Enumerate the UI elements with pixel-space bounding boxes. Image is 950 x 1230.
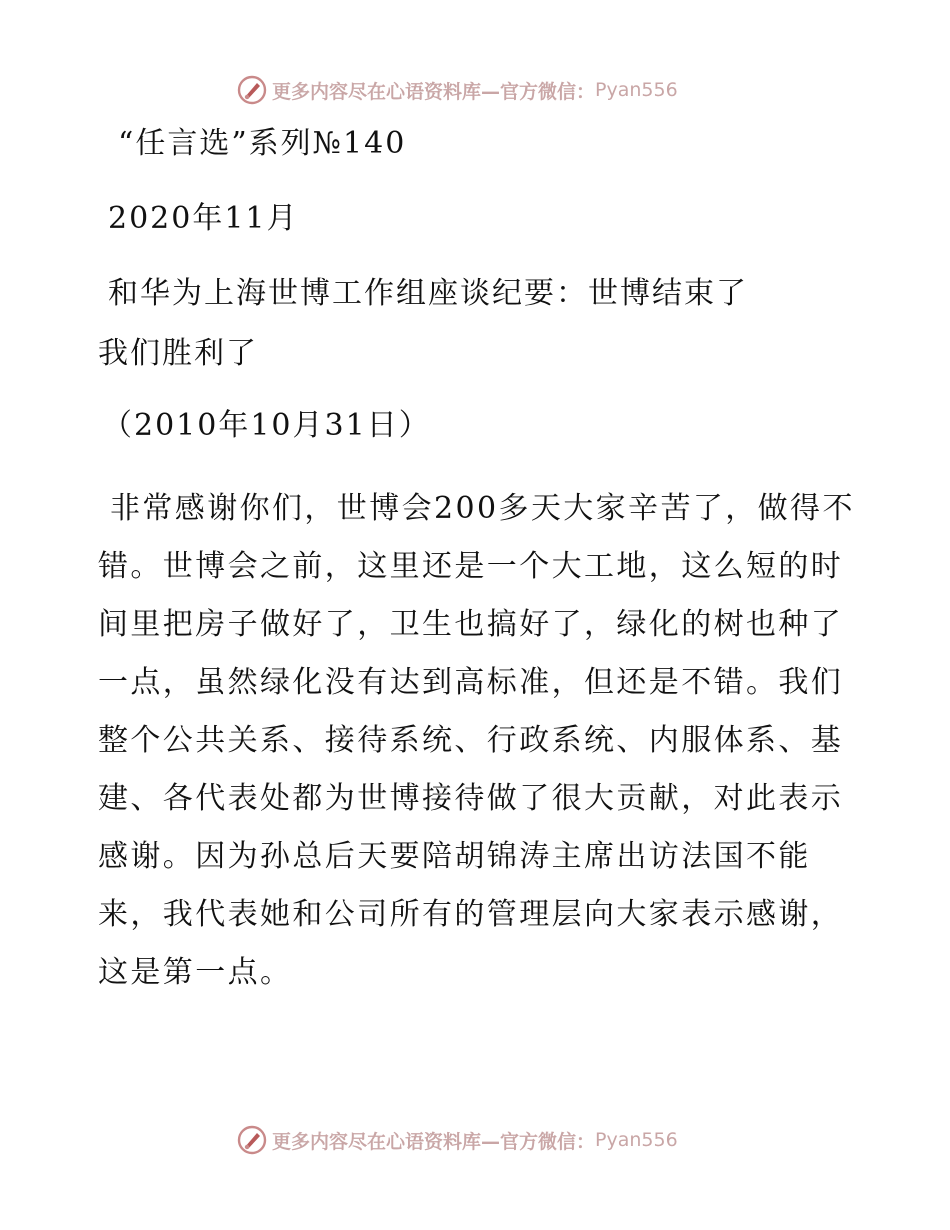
watermark-text: 更多内容尽在心语资料库—官方微信： xyxy=(272,80,596,103)
quill-logo-icon xyxy=(236,1124,268,1156)
header-watermark xyxy=(236,72,716,108)
speech-date: （2010年10月31日） xyxy=(102,408,431,443)
document-title-line-1: 和华为上海世博工作组座谈纪要：世博结束了 xyxy=(108,276,748,311)
watermark-wechat-id: Pyan556 xyxy=(595,1129,678,1151)
body-paragraph: 非常感谢你们，世博会200多天大家辛苦了，做得不错。世博会之前，这里还是一个大工地，这么短的时间里把房子做好了，卫生也搞好了，绿化的树也种了一点，虽然绿化没有达到高标准，但还是不错。我们整个公共关系、接待系统、行政系统、内服体系、基建、各代表处都为世博接待做了很大贡献，对此表示感谢。因为孙总后天要陪胡锦涛主席出访法国不能来，我代表她和公司所有的管理层向大家表示感谢，这是第一点。 xyxy=(98,491,855,990)
watermark-wechat-id: Pyan556 xyxy=(595,79,678,101)
document-title-line-2: 我们胜利了 xyxy=(98,336,258,371)
series-label: “任言选”系列№140 xyxy=(118,126,407,161)
document-date: 2020年11月 xyxy=(108,201,299,236)
watermark-text: 更多内容尽在心语资料库—官方微信： xyxy=(272,1130,596,1153)
quill-logo-icon xyxy=(236,74,268,106)
footer-watermark xyxy=(236,1122,716,1158)
